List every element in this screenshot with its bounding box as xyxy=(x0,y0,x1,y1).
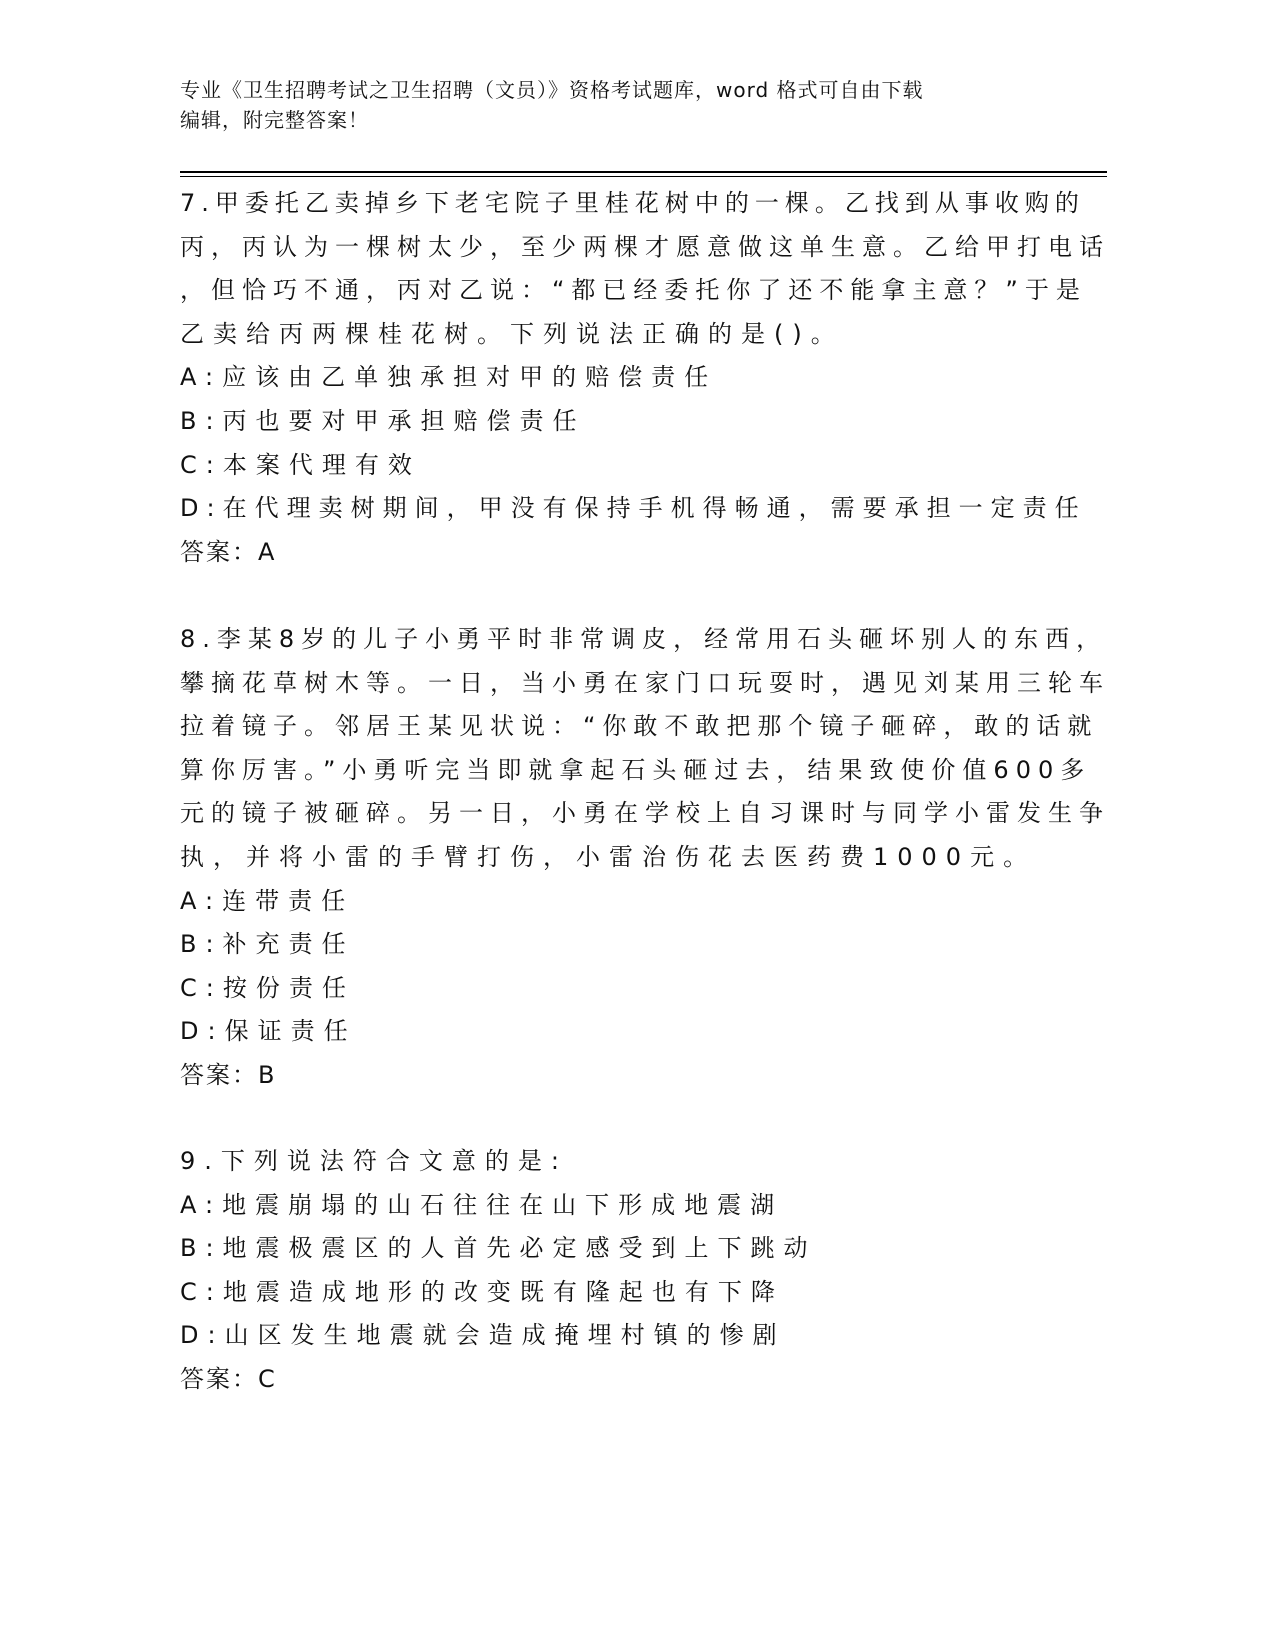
header-divider xyxy=(180,171,1107,173)
option-c: C:按份责任 xyxy=(180,973,355,1002)
question-stem-line: 元的镜子被砸碎。另一日，小勇在学校上自习课时与同学小雷发生争 xyxy=(180,799,1110,828)
option-b: B:地震极震区的人首先必定感受到上下跳动 xyxy=(180,1234,817,1263)
question-stem-line: 算你厉害。”小勇听完当即就拿起石头砸过去，结果致使价值600多 xyxy=(180,755,1092,784)
question-stem-line: 乙卖给丙两棵桂花树。下列说法正确的是()。 xyxy=(180,319,844,348)
header-divider-thin xyxy=(180,176,1107,177)
option-c: C:地震造成地形的改变既有隆起也有下降 xyxy=(180,1277,784,1306)
option-c: C:本案代理有效 xyxy=(180,450,421,479)
option-a: A:连带责任 xyxy=(180,886,355,915)
question-stem-line: 9.下列说法符合文意的是: xyxy=(180,1147,568,1175)
question-stem-line: 7.甲委托乙卖掉乡下老宅院子里桂花树中的一棵。乙找到从事收购的 xyxy=(180,189,1085,217)
answer: 答案：A xyxy=(180,537,277,566)
header-line-2: 编辑，附完整答案！ xyxy=(180,108,369,132)
option-d: D:保证责任 xyxy=(180,1017,357,1046)
option-b: B:补充责任 xyxy=(180,930,355,959)
option-b: B:丙也要对甲承担赔偿责任 xyxy=(180,407,586,435)
question-stem-line: 8.李某8岁的儿子小勇平时非常调皮，经常用石头砸坏别人的东西， xyxy=(180,625,1108,653)
answer: 答案：C xyxy=(180,1365,277,1393)
option-d: D:山区发生地震就会造成掩埋村镇的惨剧 xyxy=(180,1321,786,1350)
option-a: A:地震崩塌的山石往往在山下形成地震湖 xyxy=(180,1190,784,1219)
header-line-1: 专业《卫生招聘考试之卫生招聘（文员）》资格考试题库，word 格式可自由下载 xyxy=(180,78,924,102)
answer: 答案：B xyxy=(180,1061,277,1089)
option-a: A:应该由乙单独承担对甲的赔偿责任 xyxy=(180,363,718,392)
question-stem-line: 拉着镜子。邻居王某见状说：“你敢不敢把那个镜子砸碎，敢的话就 xyxy=(180,712,1099,741)
question-stem-line: 执，并将小雷的手臂打伤，小雷治伤花去医药费1000元。 xyxy=(180,843,1037,871)
question-stem-line: 丙，丙认为一棵树太少，至少两棵才愿意做这单生意。乙给甲打电话 xyxy=(180,232,1110,261)
question-stem-line: ，但恰巧不通，丙对乙说：“都已经委托你了还不能拿主意？”于是 xyxy=(180,276,1087,305)
question-stem-line: 攀摘花草树木等。一日，当小勇在家门口玩耍时，遇见刘某用三轮车 xyxy=(180,668,1110,697)
option-d: D:在代理卖树期间，甲没有保持手机得畅通，需要承担一定责任 xyxy=(180,494,1087,523)
